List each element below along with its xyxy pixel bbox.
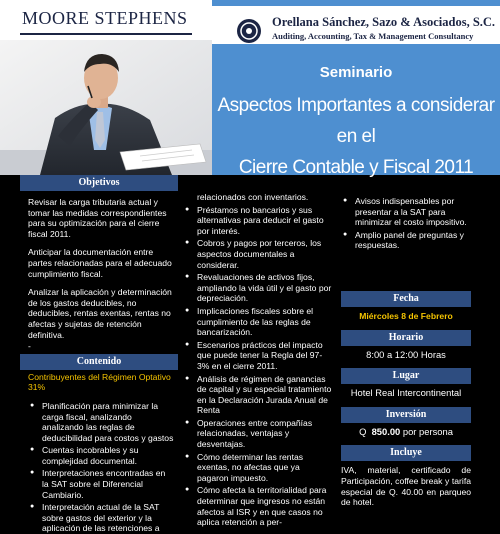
inversion-heading: Inversión	[341, 407, 471, 423]
contenido-subheading: Contribuyentes del Régimen Optativo 31%	[28, 371, 171, 393]
seminar-title-line-2: Cierre Contable y Fiscal 2011	[238, 157, 474, 178]
objetivo-paragraph: Analizar la aplicación y determinación de los gastos deducibles, no deducibles, rentas exentas, rentas no afectas y sujetas de retención definitiva.	[28, 287, 172, 340]
list-item: ● Implicaciones fiscales sobre el cumplimiento de las reglas de bancarización.	[183, 306, 333, 338]
inversion-amount: 850.00	[371, 425, 401, 437]
list-item: ● Avisos indispensables por presentar a la SAT para minimizar el costo impositivo.	[341, 196, 471, 228]
businessman-photo	[0, 40, 212, 175]
fecha-value: Miércoles 8 de Febrero	[359, 310, 453, 321]
column-event-details	[341, 175, 471, 508]
list-item: ● Cómo determinar las rentas exentas, no afectas que ya pagaron impuesto.	[183, 452, 333, 484]
lugar-value: Hotel Real Intercontinental	[350, 387, 462, 399]
objetivo-dash: -	[28, 341, 31, 352]
list-item: ● Cobros y pagos por terceros, los aspectos documentales a considerar.	[183, 238, 333, 270]
objetivos-heading: Objetivos	[20, 175, 178, 191]
list-item: ● Cuentas incobrables y su complejidad documental.	[28, 445, 174, 466]
incluye-heading: Incluye	[341, 445, 471, 461]
moore-stephens-logo: MOORE STEPHENS	[22, 8, 188, 28]
firm-name: Orellana Sánchez, Sazo & Asociados, S.C.	[272, 15, 496, 29]
header-right-panel	[212, 0, 500, 178]
list-item: ● Análisis de régimen de ganancias de capital y su especial tratamiento en la Declaración Jurada Anual de Renta	[183, 374, 333, 416]
list-item: ● Interpretaciones encontradas en la SAT sobre el Diferencial Cambiario.	[28, 468, 174, 500]
inversion-suffix: por persona	[402, 425, 453, 437]
list-item: ● Préstamos no bancarios y sus alternativas para deducir el gasto por interés.	[183, 205, 333, 237]
objetivo-paragraph: Revisar la carga tributaria actual y tomar las medidas correspondientes para su optimización para el cierre fiscal 2011.	[28, 197, 167, 239]
horario-heading: Horario	[341, 330, 471, 346]
list-item: ● Amplio panel de preguntas y respuestas.	[341, 230, 471, 251]
incluye-value: IVA, material, certificado de Participación, coffee break y tarifa especial de Q. 40.00 en parqueo de hotel.	[341, 465, 471, 508]
list-item: ● Operaciones entre compañías relacionadas, ventajas y desventajas.	[183, 418, 333, 450]
list-item: ● Cómo afecta la territorialidad para determinar que ingresos no están afectos al ISR y en que casos no aplica retención a per-	[183, 485, 333, 527]
list-item: ● Interpretación actual de la SAT sobre gastos del exterior y la aplicación de las retenciones a	[28, 502, 174, 534]
fecha-heading: Fecha	[341, 291, 471, 307]
header-left-panel	[0, 0, 212, 175]
list-item: ● Escenarios prácticos del impacto que puede tener la Regla del 97-3% en el cierre 2011.	[183, 340, 333, 372]
firm-subtitle: Auditing, Accounting, Tax & Management Consultancy	[272, 31, 474, 41]
list-item: ● Planificación para minimizar la carga fiscal, analizando analizando las reglas de deducibilidad para costos y gastos	[28, 401, 174, 443]
inversion-currency: Q	[359, 425, 367, 437]
inversion-value	[341, 427, 471, 438]
seminar-label: Seminario	[319, 64, 393, 81]
logo-underline	[20, 33, 192, 35]
column-objetivos-contenido	[28, 175, 174, 534]
seminar-title-line-1: Aspectos Importantes a considerar en el	[217, 95, 495, 147]
contenido-heading: Contenido	[20, 354, 178, 370]
seminar-title	[216, 90, 496, 183]
horario-value: 8:00 a 12:00 Horas	[366, 348, 446, 360]
lugar-heading: Lugar	[341, 368, 471, 384]
list-item-continuation: relacionados con inventarios.	[197, 192, 309, 202]
list-item: ● Revaluaciones de activos fijos, ampliando la vida útil y el gasto por depreciación.	[183, 272, 333, 304]
firm-emblem-icon	[236, 18, 262, 44]
objetivo-paragraph: Anticipar la documentación entre partes relacionadas para el adecuado cumplimiento fiscal.	[28, 247, 172, 279]
firm-band	[212, 6, 500, 44]
contenido-list-continued	[183, 192, 333, 528]
contenido-list	[28, 401, 174, 534]
column-contenido-continued	[183, 175, 333, 528]
contenido-list-final	[341, 196, 471, 251]
